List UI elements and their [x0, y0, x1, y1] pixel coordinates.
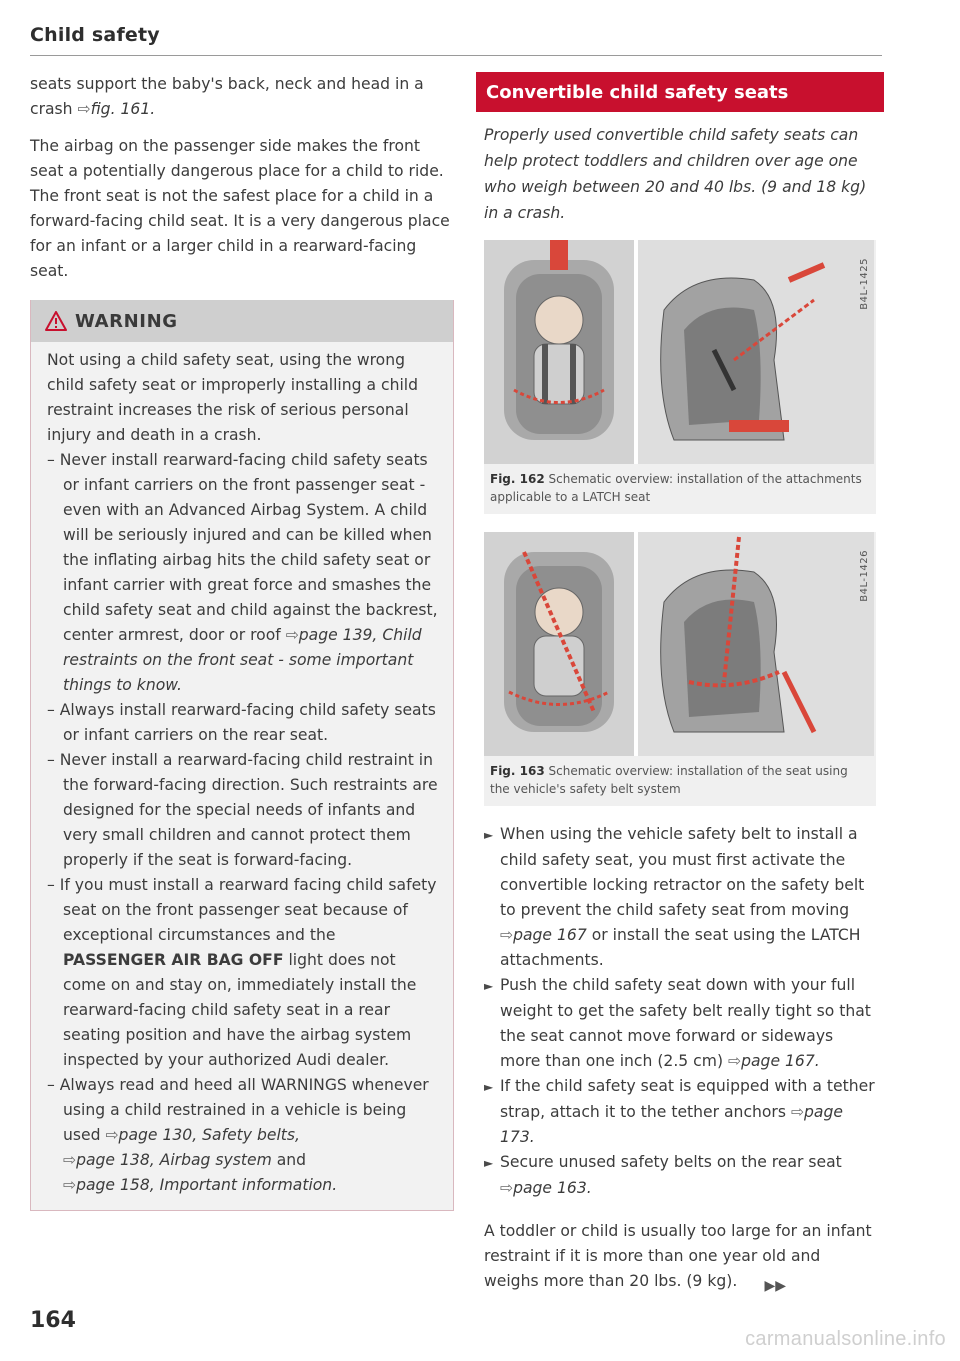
step-3-pre: If the child safety seat is equipped with a tether strap, attach it to the tether anchors — [500, 1077, 875, 1121]
step-3-ref: page 173. — [500, 1103, 843, 1146]
airbag-paragraph: The airbag on the passenger side makes the front seat a potentially dangerous place for a child to ride. The front seat is not the safest place for a child in a forward-facing child seat. It is a very dangerous place for an infant or a larger child in a rearward-facing seat. — [30, 137, 450, 280]
warning-bullet-5-ref1: page 130, Safety belts, — [118, 1126, 300, 1144]
step-4-pre: Secure unused safety belts on the rear seat — [500, 1153, 842, 1171]
left-column — [30, 72, 456, 1211]
step-triangle-icon: ► — [484, 979, 494, 993]
closing-paragraph: A toddler or child is usually too large for an infant restraint if it is more than one year old and weighs more than 20 lbs. (9 kg). — [484, 1222, 872, 1290]
figure-162-illustration — [484, 240, 874, 464]
step-1 — [484, 822, 876, 973]
warning-title: WARNING — [75, 310, 178, 332]
step-triangle-icon: ► — [484, 1156, 494, 1170]
figure-162-caption — [484, 464, 876, 514]
ref-arrow-icon: ⇨ — [63, 1176, 77, 1194]
ref-arrow-icon: ⇨ — [500, 926, 514, 944]
warning-bullet-2: – Always install rearward-facing child safety seats or infant carriers on the rear seat. — [47, 701, 436, 744]
warning-bullet-5-pre: – Always read and heed all WARNINGS whenever using a child restrained in a vehicle is being used — [47, 1076, 429, 1144]
warning-header — [31, 300, 453, 342]
page-number: 164 — [30, 1308, 76, 1333]
figure-163-label: Fig. 163 — [490, 764, 545, 778]
step-1-ref: page 167 — [513, 926, 587, 944]
figure-162-caption-text: Schematic overview: installation of the attachments applicable to a LATCH seat — [490, 472, 862, 504]
warning-bullet-4 — [47, 873, 439, 1073]
warning-bullet-1-ref: page 139, Child restraints on the front seat - some important things to know. — [63, 626, 422, 694]
figure-162 — [484, 240, 876, 514]
ref-arrow-icon: ⇨ — [285, 626, 299, 644]
figure-162-code: B4L-1425 — [859, 258, 870, 310]
belt-seat-illustration — [484, 532, 874, 756]
latch-seat-illustration — [484, 240, 874, 464]
warning-box — [30, 300, 454, 1211]
instruction-steps — [484, 822, 876, 1201]
right-column — [484, 72, 876, 1294]
warning-bullet-5 — [47, 1073, 439, 1198]
warning-bullet-5-ref3: page 158, Important information. — [76, 1176, 338, 1194]
ref-arrow-icon: ⇨ — [105, 1126, 119, 1144]
step-2-ref: page 167. — [741, 1052, 820, 1070]
header-rule — [30, 55, 882, 56]
passenger-airbag-off-label: PASSENGER AIR BAG OFF — [63, 951, 284, 969]
warning-triangle-icon — [45, 311, 67, 331]
page-header-title: Child safety — [30, 24, 160, 46]
warning-bullet-3: – Never install a rearward-facing child restraint in the forward-facing direction. Such restraints are designed for the special needs of infants and very small children and cannot protect them properly if the seat is forward-facing. — [47, 751, 438, 869]
continue-arrow-icon: ▶▶ — [764, 1278, 786, 1294]
warning-bullet-5-ref2: page 138, Airbag system — [76, 1151, 272, 1169]
step-2 — [484, 973, 876, 1074]
step-4 — [484, 1150, 876, 1201]
warning-bullet-1 — [47, 448, 439, 698]
figure-163-caption — [484, 756, 876, 806]
warning-intro: Not using a child safety seat, using the wrong child safety seat or improperly installing a child restraint increases the risk of serious personal injury and death in a crash. — [47, 351, 419, 444]
ref-arrow-icon: ⇨ — [77, 100, 91, 118]
intro-paragraph — [30, 72, 456, 122]
step-2-pre: Push the child safety seat down with your full weight to get the safety belt really tight so that the seat cannot move forward or sideways more than one inch (2.5 cm) — [500, 976, 871, 1070]
figure-163-caption-text: Schematic overview: installation of the seat using the vehicle's safety belt system — [490, 764, 848, 796]
step-triangle-icon: ► — [484, 1080, 494, 1094]
figure-162-label: Fig. 162 — [490, 472, 545, 486]
step-4-ref: page 163. — [513, 1179, 592, 1197]
ref-arrow-icon: ⇨ — [790, 1103, 805, 1121]
ref-arrow-icon: ⇨ — [728, 1052, 742, 1070]
figure-163 — [484, 532, 876, 806]
step-1-pre: When using the vehicle safety belt to install a child safety seat, you must first activate the convertible locking retractor on the safety belt to prevent the child safety seat from moving — [500, 825, 865, 919]
section-intro: Properly used convertible child safety seats can help protect toddlers and children over age one who weigh between 20 and 40 lbs. (9 and 18 kg) in a crash. — [484, 126, 867, 222]
warning-bullet-1-text: – Never install rearward-facing child safety seats or infant carriers on the front passenger seat - even with an Advanced Airbag System. A child will be seriously injured and can be killed when the inflating airbag hits the child safety seat or infant carrier with great force and smashes the child safety seat and child against the backrest, center armrest, door or roof — [47, 451, 438, 644]
step-1-post: or install the seat using the LATCH attachments. — [500, 926, 861, 969]
figure-163-illustration — [484, 532, 874, 756]
watermark: carmanualsonline.info — [745, 1328, 946, 1350]
section-title: Convertible child safety seats — [476, 72, 884, 112]
fig-ref: fig. 161. — [90, 100, 156, 118]
ref-arrow-icon: ⇨ — [500, 1179, 514, 1197]
warning-bullet-4-pre: – If you must install a rearward facing child safety seat on the front passenger seat because of exceptional circumstances and the — [47, 876, 437, 944]
ref-arrow-icon: ⇨ — [63, 1151, 77, 1169]
warning-bullet-4-post: light does not come on and stay on, immediately install the rearward-facing child safety seat in a rear seating position and have the airbag system inspected by your authorized Audi dealer. — [63, 951, 417, 1069]
step-3 — [484, 1074, 876, 1150]
figure-163-code: B4L-1426 — [859, 550, 870, 602]
warning-body — [31, 342, 453, 1210]
para1-text: seats support the baby's back, neck and head in a crash — [30, 75, 424, 118]
step-triangle-icon: ► — [484, 828, 494, 842]
warning-bullet-5-and: and — [276, 1151, 307, 1169]
